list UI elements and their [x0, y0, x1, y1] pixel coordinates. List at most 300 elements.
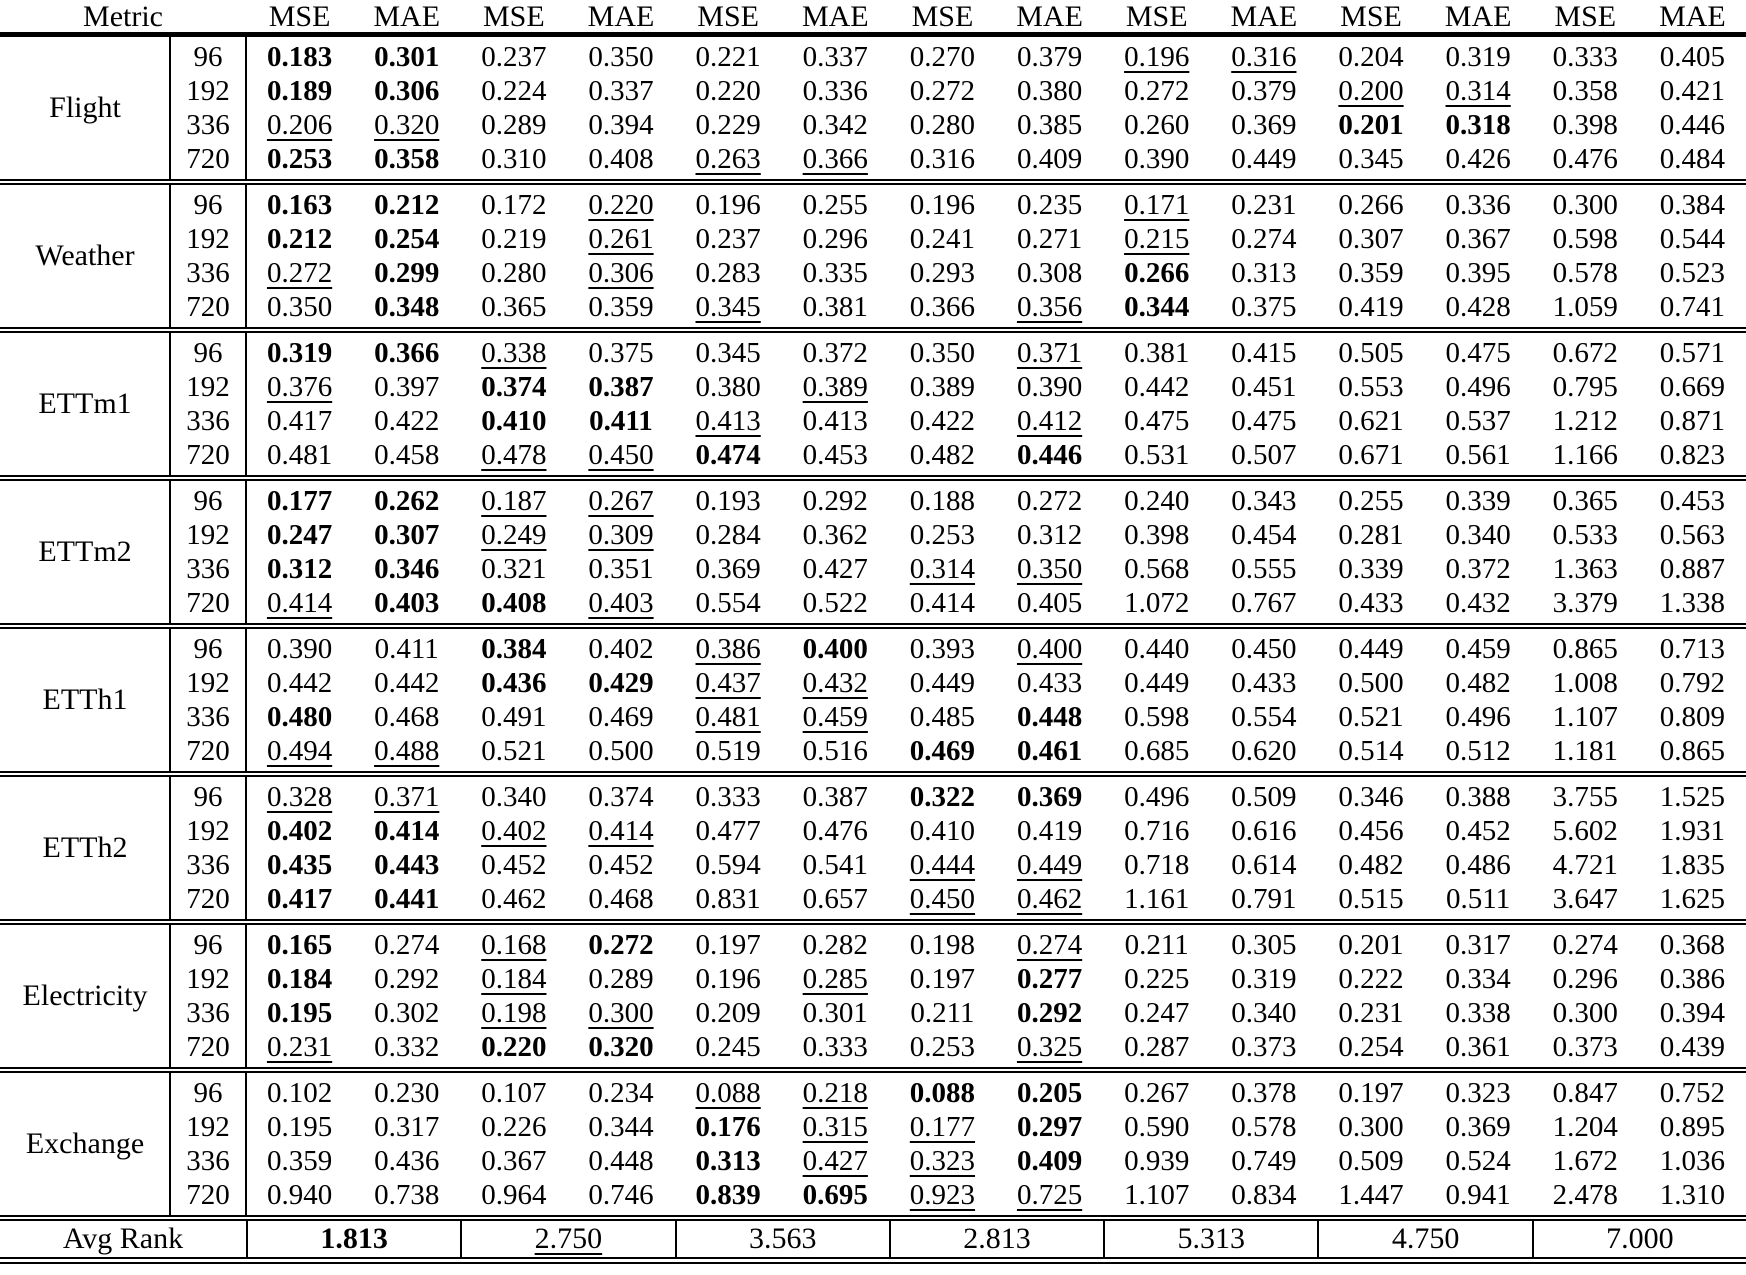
metric-value: 0.102	[266, 1076, 333, 1109]
metric-value: 0.394	[1659, 996, 1726, 1029]
metric-value: 0.522	[802, 586, 868, 619]
avg-rank-label: Avg Rank	[62, 1222, 184, 1255]
metric-value: 0.488	[374, 734, 440, 767]
metric-value: 0.435	[266, 848, 333, 881]
metric-value: 0.212	[374, 188, 440, 221]
metric-value: 0.725	[1016, 1178, 1083, 1211]
metric-value: 0.266	[1124, 256, 1190, 289]
metric-value: 0.453	[1659, 484, 1726, 517]
metric-value: 0.206	[266, 108, 333, 141]
metric-value: 0.449	[1124, 666, 1190, 699]
metric-value: 0.387	[802, 780, 868, 813]
metric-value: 0.193	[695, 484, 761, 517]
metric-value: 0.865	[1552, 632, 1618, 665]
metric-value: 0.344	[588, 1110, 654, 1143]
metric-value: 0.405	[1016, 586, 1083, 619]
metric-value: 0.561	[1445, 438, 1511, 471]
metric-value: 0.432	[1445, 586, 1511, 619]
metric-value: 0.439	[1659, 1030, 1726, 1063]
metric-value: 0.496	[1445, 700, 1511, 733]
metric-value: 0.328	[266, 780, 333, 813]
metric-value: 0.196	[695, 962, 761, 995]
metric-value: 0.262	[374, 484, 440, 517]
metric-value: 0.231	[1338, 996, 1404, 1029]
horizon-label: 192	[186, 962, 230, 995]
metric-value: 0.237	[481, 40, 547, 73]
metric-value: 0.507	[1231, 438, 1297, 471]
metric-value: 0.272	[266, 256, 333, 289]
metric-value: 0.531	[1124, 438, 1190, 471]
metric-value: 0.187	[481, 484, 547, 517]
metric-value: 0.544	[1659, 222, 1726, 255]
metric-value: 0.314	[1445, 74, 1511, 107]
metric-value: 0.554	[1231, 700, 1297, 733]
metric-value: 0.571	[1659, 336, 1726, 369]
metric-value: 0.398	[1124, 518, 1190, 551]
avg-rank-value: 3.563	[675, 1221, 889, 1257]
metric-value: 0.255	[802, 188, 868, 221]
metric-value: 0.183	[266, 40, 333, 73]
metric-value: 0.939	[1124, 1144, 1190, 1177]
metric-value: 0.318	[1445, 108, 1511, 141]
metric-value: 0.367	[1445, 222, 1511, 255]
metric-value: 0.537	[1445, 404, 1511, 437]
metric-value: 0.284	[695, 518, 761, 551]
metric-value: 0.200	[1338, 74, 1404, 107]
avg-rank-value: 1.813	[246, 1221, 460, 1257]
metric-value: 0.752	[1659, 1076, 1726, 1109]
metric-value: 0.393	[909, 632, 976, 665]
metric-value: 0.521	[1338, 700, 1404, 733]
metric-value: 0.669	[1659, 370, 1726, 403]
metric-value: 0.177	[909, 1110, 976, 1143]
horizon-label: 720	[186, 586, 230, 619]
metric-header-label: Metric	[83, 0, 163, 33]
metric-value: 0.369	[1231, 108, 1297, 141]
metric-value: 3.755	[1552, 780, 1618, 813]
metric-value: 0.376	[266, 370, 333, 403]
metric-value: 0.402	[588, 632, 654, 665]
metric-value: 0.292	[1016, 996, 1083, 1029]
dataset-label: Weather	[35, 239, 135, 272]
metric-value: 0.184	[481, 962, 547, 995]
metric-value: 0.338	[481, 336, 547, 369]
metric-value: 0.277	[1016, 962, 1083, 995]
metric-value: 0.432	[802, 666, 868, 699]
metric-value: 0.229	[695, 108, 761, 141]
metric-value: 0.334	[1445, 962, 1511, 995]
metric-value: 1.107	[1124, 1178, 1190, 1211]
metric-value: 0.450	[588, 438, 654, 471]
metric-value: 1.338	[1659, 586, 1726, 619]
metric-value: 0.422	[374, 404, 440, 437]
metric-value: 0.184	[266, 962, 333, 995]
metric-value: 0.446	[1659, 108, 1726, 141]
metric-col-header: MSE	[1340, 0, 1402, 33]
metric-value: 0.245	[695, 1030, 761, 1063]
metric-value: 0.390	[266, 632, 333, 665]
metric-value: 0.312	[1016, 518, 1083, 551]
metric-value: 0.475	[1231, 404, 1297, 437]
metric-value: 0.270	[909, 40, 976, 73]
metric-value: 0.371	[1016, 336, 1083, 369]
metric-value: 0.403	[374, 586, 440, 619]
metric-value: 0.253	[909, 518, 976, 551]
metric-value: 1.107	[1552, 700, 1618, 733]
dataset-label: Flight	[49, 91, 121, 124]
metric-value: 0.475	[1445, 336, 1511, 369]
metric-value: 1.447	[1338, 1178, 1404, 1211]
metric-value: 0.312	[266, 552, 333, 585]
metric-value: 0.375	[588, 336, 654, 369]
metric-value: 0.368	[1659, 928, 1726, 961]
metric-value: 0.215	[1124, 222, 1190, 255]
metric-value: 0.449	[1016, 848, 1083, 881]
metric-col-header: MAE	[587, 0, 655, 33]
metric-value: 0.408	[481, 586, 547, 619]
metric-value: 0.380	[1016, 74, 1083, 107]
metric-value: 0.316	[909, 142, 976, 175]
metric-value: 0.381	[1124, 336, 1190, 369]
metric-value: 0.482	[1338, 848, 1404, 881]
metric-value: 0.372	[802, 336, 868, 369]
avg-rank-value: 2.813	[889, 1221, 1103, 1257]
metric-value: 0.313	[695, 1144, 761, 1177]
horizon-label: 720	[186, 1178, 230, 1211]
metric-value: 0.433	[1231, 666, 1297, 699]
dataset-block	[0, 475, 1746, 623]
metric-value: 0.685	[1124, 734, 1190, 767]
metric-value: 0.306	[588, 256, 654, 289]
metric-value: 0.285	[802, 962, 868, 995]
avg-rank-value: 7.000	[1532, 1221, 1746, 1257]
metric-value: 0.964	[481, 1178, 547, 1211]
metric-value: 0.496	[1445, 370, 1511, 403]
metric-value: 0.402	[266, 814, 333, 847]
horizon-label: 192	[186, 370, 230, 403]
metric-value: 0.342	[802, 108, 868, 141]
metric-value: 0.172	[481, 188, 547, 221]
metric-value: 0.231	[1231, 188, 1297, 221]
metric-value: 0.255	[1338, 484, 1404, 517]
metric-value: 0.713	[1659, 632, 1726, 665]
metric-value: 0.336	[802, 74, 868, 107]
metric-value: 0.371	[374, 780, 440, 813]
metric-value: 0.442	[1124, 370, 1190, 403]
metric-value: 0.412	[1016, 404, 1083, 437]
metric-value: 0.414	[909, 586, 976, 619]
metric-value: 0.767	[1231, 586, 1297, 619]
horizon-label: 192	[186, 74, 230, 107]
metric-value: 0.621	[1338, 404, 1404, 437]
dataset-block	[0, 179, 1746, 327]
dataset-label: Exchange	[25, 1127, 145, 1160]
metric-value: 0.289	[481, 108, 547, 141]
metric-value: 0.274	[1552, 928, 1618, 961]
metric-value: 0.509	[1338, 1144, 1404, 1177]
metric-value: 0.338	[1445, 996, 1511, 1029]
metric-value: 0.419	[1338, 290, 1404, 323]
metric-value: 0.374	[481, 370, 547, 403]
metric-value: 0.448	[1016, 700, 1083, 733]
metric-value: 0.477	[695, 814, 761, 847]
metric-value: 0.221	[695, 40, 761, 73]
metric-value: 0.718	[1124, 848, 1190, 881]
metric-value: 0.427	[802, 1144, 868, 1177]
metric-value: 0.321	[481, 552, 547, 585]
metric-value: 0.310	[481, 142, 547, 175]
metric-value: 0.374	[588, 780, 654, 813]
metric-value: 0.940	[266, 1178, 333, 1211]
metric-value: 0.266	[1338, 188, 1404, 221]
metric-value: 0.361	[1445, 1030, 1511, 1063]
metric-value: 0.474	[695, 438, 761, 471]
metric-value: 0.442	[374, 666, 440, 699]
metric-value: 0.405	[1659, 40, 1726, 73]
metric-value: 0.274	[1231, 222, 1297, 255]
metric-value: 0.443	[374, 848, 440, 881]
metric-value: 0.839	[695, 1178, 761, 1211]
metric-value: 0.201	[1338, 928, 1404, 961]
metric-value: 0.398	[1552, 108, 1618, 141]
metric-value: 0.563	[1659, 518, 1726, 551]
metric-value: 0.524	[1445, 1144, 1511, 1177]
metric-value: 0.448	[588, 1144, 654, 1177]
metric-value: 0.088	[909, 1076, 976, 1109]
metric-value: 0.356	[1016, 290, 1083, 323]
metric-value: 0.201	[1338, 108, 1404, 141]
metric-value: 0.394	[588, 108, 654, 141]
metric-value: 0.196	[1124, 40, 1190, 73]
metric-value: 0.317	[1445, 928, 1511, 961]
metric-value: 0.450	[1231, 632, 1297, 665]
metric-value: 0.344	[1124, 290, 1190, 323]
metric-value: 0.367	[481, 1144, 547, 1177]
metric-value: 0.351	[588, 552, 654, 585]
dataset-block	[0, 919, 1746, 1067]
metric-value: 0.271	[1016, 222, 1083, 255]
metric-value: 0.292	[374, 962, 440, 995]
metric-value: 0.369	[1445, 1110, 1511, 1143]
metric-value: 0.414	[266, 586, 333, 619]
metric-value: 0.395	[1445, 256, 1511, 289]
metric-value: 0.254	[374, 222, 440, 255]
horizon-label: 336	[186, 552, 230, 585]
metric-value: 1.059	[1552, 290, 1618, 323]
metric-value: 0.741	[1659, 290, 1726, 323]
metric-value: 0.212	[266, 222, 333, 255]
metric-value: 0.272	[909, 74, 976, 107]
metric-col-header: MAE	[1230, 0, 1298, 33]
metric-value: 0.485	[909, 700, 976, 733]
metric-value: 1.625	[1659, 882, 1726, 915]
metric-value: 0.300	[1338, 1110, 1404, 1143]
metric-value: 0.339	[1338, 552, 1404, 585]
metric-value: 0.553	[1338, 370, 1404, 403]
metric-value: 0.620	[1231, 734, 1297, 767]
metric-value: 0.280	[481, 256, 547, 289]
metric-value: 0.486	[1445, 848, 1511, 881]
dataset-block	[0, 37, 1746, 179]
metric-value: 0.340	[1445, 518, 1511, 551]
metric-value: 0.442	[266, 666, 333, 699]
dataset-block	[0, 623, 1746, 771]
metric-value: 0.335	[802, 256, 868, 289]
metric-value: 0.379	[1231, 74, 1297, 107]
metric-value: 0.614	[1231, 848, 1297, 881]
metric-value: 0.409	[1016, 142, 1083, 175]
metric-value: 0.410	[909, 814, 976, 847]
metric-value: 0.320	[374, 108, 440, 141]
metric-value: 0.500	[1338, 666, 1404, 699]
metric-value: 0.421	[1659, 74, 1726, 107]
metric-value: 1.310	[1659, 1178, 1726, 1211]
metric-value: 0.211	[910, 996, 975, 1029]
metric-value: 0.823	[1659, 438, 1726, 471]
metric-value: 0.436	[481, 666, 547, 699]
metric-value: 1.835	[1659, 848, 1726, 881]
dataset-label: ETTm1	[38, 387, 132, 420]
horizon-label: 336	[186, 1144, 230, 1177]
metric-value: 0.337	[802, 40, 868, 73]
metric-value: 0.385	[1016, 108, 1083, 141]
metric-value: 0.289	[588, 962, 654, 995]
metric-value: 0.578	[1231, 1110, 1297, 1143]
metric-value: 0.481	[695, 700, 761, 733]
metric-value: 0.306	[374, 74, 440, 107]
metric-value: 0.671	[1338, 438, 1404, 471]
metric-value: 0.296	[1552, 962, 1618, 995]
metric-value: 0.340	[1231, 996, 1297, 1029]
metric-value: 0.319	[266, 336, 333, 369]
metric-value: 0.512	[1445, 734, 1511, 767]
metric-value: 0.263	[695, 142, 761, 175]
metric-value: 0.301	[374, 40, 440, 73]
metric-value: 0.433	[1016, 666, 1083, 699]
metric-value: 3.647	[1552, 882, 1618, 915]
metric-value: 0.280	[909, 108, 976, 141]
metric-value: 0.459	[1445, 632, 1511, 665]
metric-value: 0.514	[1338, 734, 1404, 767]
horizon-label: 96	[193, 632, 223, 665]
metric-value: 0.307	[1338, 222, 1404, 255]
metric-value: 0.441	[374, 882, 440, 915]
metric-value: 0.359	[588, 290, 654, 323]
metric-value: 0.219	[481, 222, 547, 255]
metric-col-header: MSE	[483, 0, 545, 33]
metric-value: 0.516	[802, 734, 868, 767]
metric-value: 0.384	[1659, 188, 1726, 221]
metric-value: 1.525	[1659, 780, 1726, 813]
horizon-label: 336	[186, 108, 230, 141]
metric-value: 0.865	[1659, 734, 1726, 767]
metric-value: 0.358	[374, 142, 440, 175]
metric-value: 0.296	[802, 222, 868, 255]
metric-value: 0.456	[1338, 814, 1404, 847]
metric-value: 0.373	[1231, 1030, 1297, 1063]
metric-value: 0.293	[909, 256, 976, 289]
metric-value: 0.541	[802, 848, 868, 881]
metric-value: 0.261	[588, 222, 654, 255]
metric-value: 0.795	[1552, 370, 1618, 403]
metric-col-header: MAE	[1016, 0, 1083, 33]
horizon-label: 192	[186, 814, 230, 847]
metric-value: 0.231	[266, 1030, 333, 1063]
metric-value: 0.322	[909, 780, 976, 813]
metric-value: 0.437	[695, 666, 761, 699]
metric-value: 0.198	[481, 996, 547, 1029]
metric-value: 0.281	[1338, 518, 1404, 551]
metric-value: 0.359	[266, 1144, 333, 1177]
metric-value: 0.283	[695, 256, 761, 289]
metric-value: 0.348	[374, 290, 440, 323]
metric-value: 0.462	[481, 882, 547, 915]
metric-col-header: MSE	[697, 0, 759, 33]
metric-value: 0.400	[802, 632, 868, 665]
metric-value: 0.165	[266, 928, 333, 961]
metric-value: 0.196	[909, 188, 976, 221]
metric-value: 0.616	[1231, 814, 1297, 847]
metric-value: 0.339	[1445, 484, 1511, 517]
horizon-label: 720	[186, 734, 230, 767]
metric-value: 0.831	[695, 882, 761, 915]
metric-value: 0.478	[481, 438, 547, 471]
metric-value: 0.272	[588, 928, 654, 961]
horizon-label: 336	[186, 404, 230, 437]
metric-value: 0.389	[802, 370, 868, 403]
metric-value: 0.384	[481, 632, 547, 665]
metric-value: 0.292	[802, 484, 868, 517]
horizon-label: 96	[193, 780, 223, 813]
metric-value: 0.336	[1445, 188, 1511, 221]
metric-value: 0.746	[588, 1178, 654, 1211]
metric-value: 0.375	[1231, 290, 1297, 323]
metric-value: 0.163	[266, 188, 333, 221]
metric-value: 0.333	[695, 780, 761, 813]
metric-value: 0.590	[1124, 1110, 1190, 1143]
metric-value: 0.476	[1552, 142, 1618, 175]
metric-value: 0.887	[1659, 552, 1726, 585]
metric-col-header: MAE	[1444, 0, 1512, 33]
metric-value: 0.523	[1659, 256, 1726, 289]
table-header-row	[0, 0, 1746, 37]
metric-value: 0.240	[1124, 484, 1190, 517]
metric-value: 1.931	[1659, 814, 1726, 847]
metric-value: 0.451	[1231, 370, 1297, 403]
metric-value: 0.333	[1552, 40, 1618, 73]
metric-value: 0.452	[481, 848, 547, 881]
metric-value: 0.314	[909, 552, 976, 585]
metric-value: 0.458	[374, 438, 440, 471]
metric-value: 0.168	[481, 928, 547, 961]
metric-value: 0.554	[695, 586, 761, 619]
dataset-block	[0, 1067, 1746, 1215]
metric-value: 0.494	[266, 734, 333, 767]
metric-value: 0.397	[374, 370, 440, 403]
metric-value: 0.222	[1338, 962, 1404, 995]
metric-value: 0.350	[266, 290, 333, 323]
metric-value: 0.454	[1231, 518, 1297, 551]
metric-value: 1.072	[1124, 586, 1190, 619]
metric-value: 0.209	[695, 996, 761, 1029]
metric-value: 0.895	[1659, 1110, 1726, 1143]
metric-value: 0.317	[374, 1110, 440, 1143]
metric-value: 0.417	[266, 882, 333, 915]
metric-value: 0.224	[481, 74, 547, 107]
metric-value: 0.509	[1231, 780, 1297, 813]
metric-value: 0.475	[1124, 404, 1190, 437]
metric-value: 0.305	[1231, 928, 1297, 961]
